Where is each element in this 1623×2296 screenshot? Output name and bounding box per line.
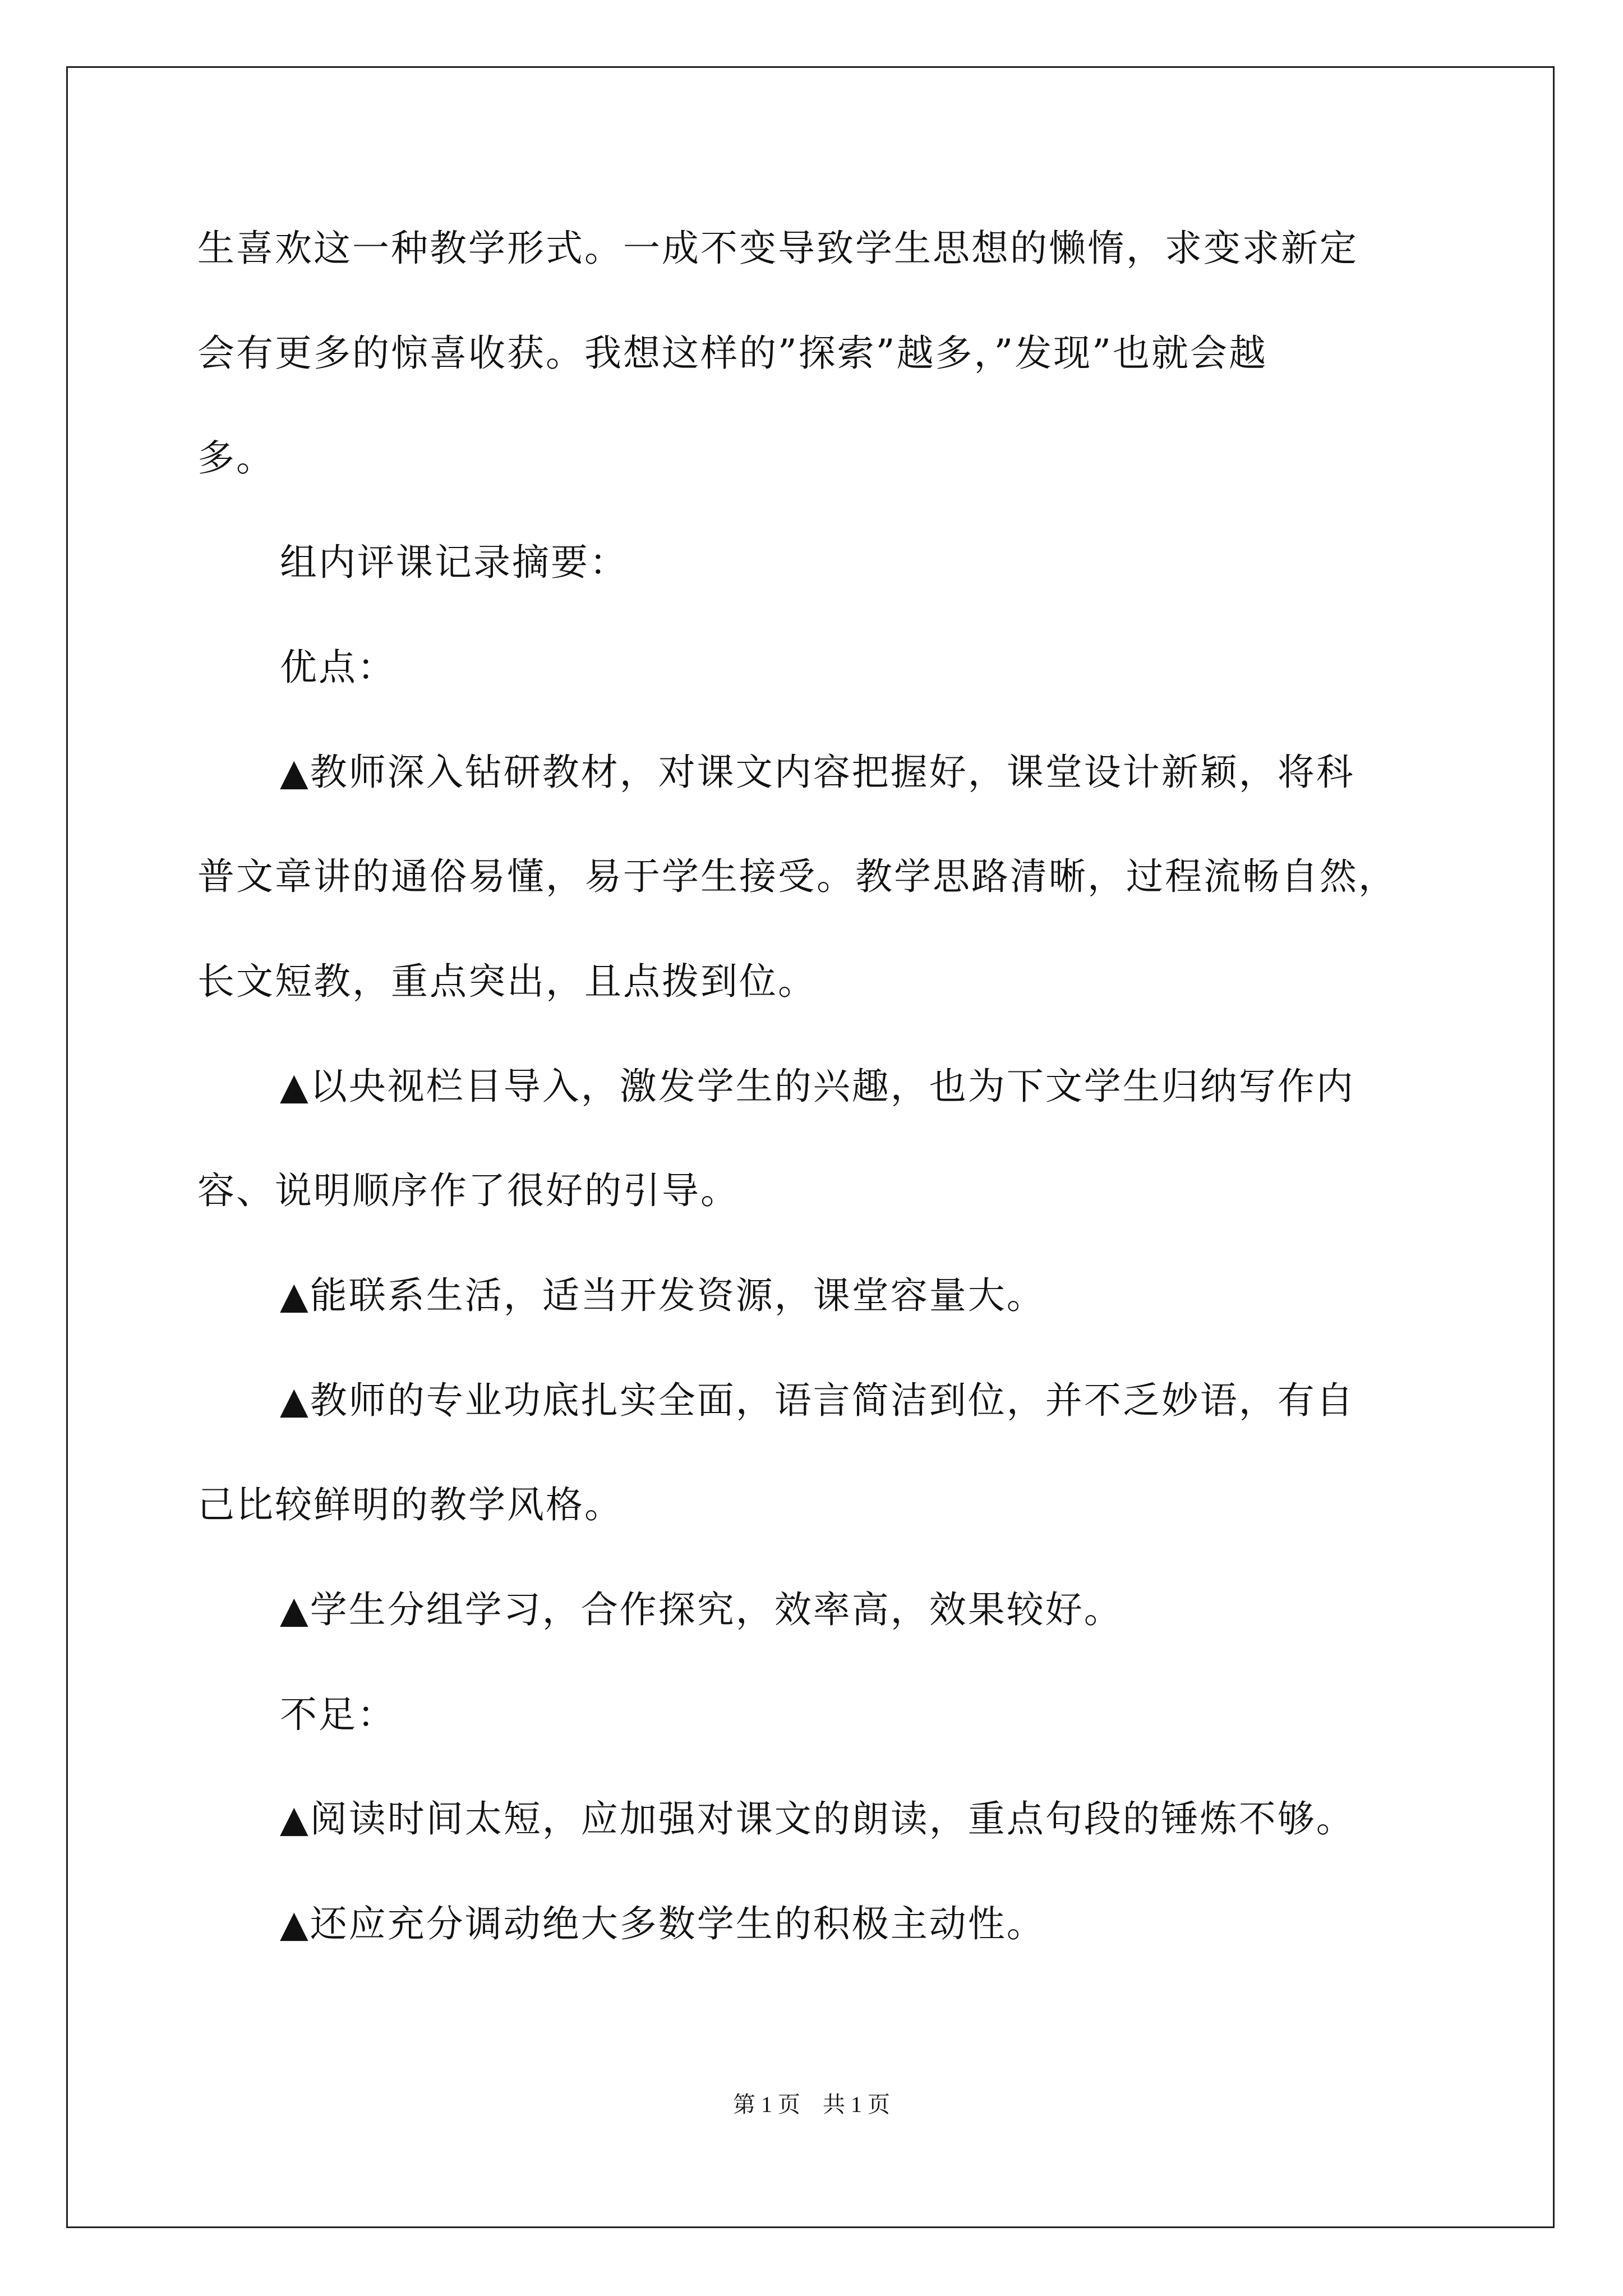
text-line: 多。 xyxy=(197,436,275,480)
page-number-footer: 第 1 页 共 1 页 xyxy=(733,2092,890,2117)
text-line: 普文章讲的通俗易懂，易于学生接受。教学思路清晰，过程流畅自然， xyxy=(197,855,1397,898)
text-line: 生喜欢这一种教学形式。一成不变导致学生思想的懒惰，求变求新定 xyxy=(197,227,1358,270)
subheading-weaknesses: 不足： xyxy=(280,1693,396,1736)
bullet-item: ▲教师的专业功底扎实全面，语言简洁到位，并不乏妙语，有自 xyxy=(280,1379,1355,1422)
subheading-strengths: 优点： xyxy=(280,646,396,689)
text-line: 己比较鲜明的教学风格。 xyxy=(197,1483,623,1526)
text-line: 长文短教，重点突出，且点拨到位。 xyxy=(197,960,817,1003)
bullet-item: ▲教师深入钻研教材，对课文内容把握好，课堂设计新颖，将科 xyxy=(280,751,1355,794)
text-line: 容、说明顺序作了很好的引导。 xyxy=(197,1169,739,1212)
text-line: 会有更多的惊喜收获。我想这样的”探索”越多，”发现”也就会越 xyxy=(197,332,1267,375)
section-heading: 组内评课记录摘要： xyxy=(280,541,628,584)
bullet-item: ▲阅读时间太短，应加强对课文的朗读，重点句段的锤炼不够。 xyxy=(280,1797,1355,1841)
bullet-item: ▲学生分组学习，合作探究，效率高，效果较好。 xyxy=(280,1588,1123,1631)
bullet-item: ▲以央视栏目导入，激发学生的兴趣，也为下文学生归纳写作内 xyxy=(280,1065,1355,1108)
bullet-item: ▲能联系生活，适当开发资源，课堂容量大。 xyxy=(280,1274,1045,1317)
bullet-item: ▲还应充分调动绝大多数学生的积极主动性。 xyxy=(280,1902,1045,1945)
